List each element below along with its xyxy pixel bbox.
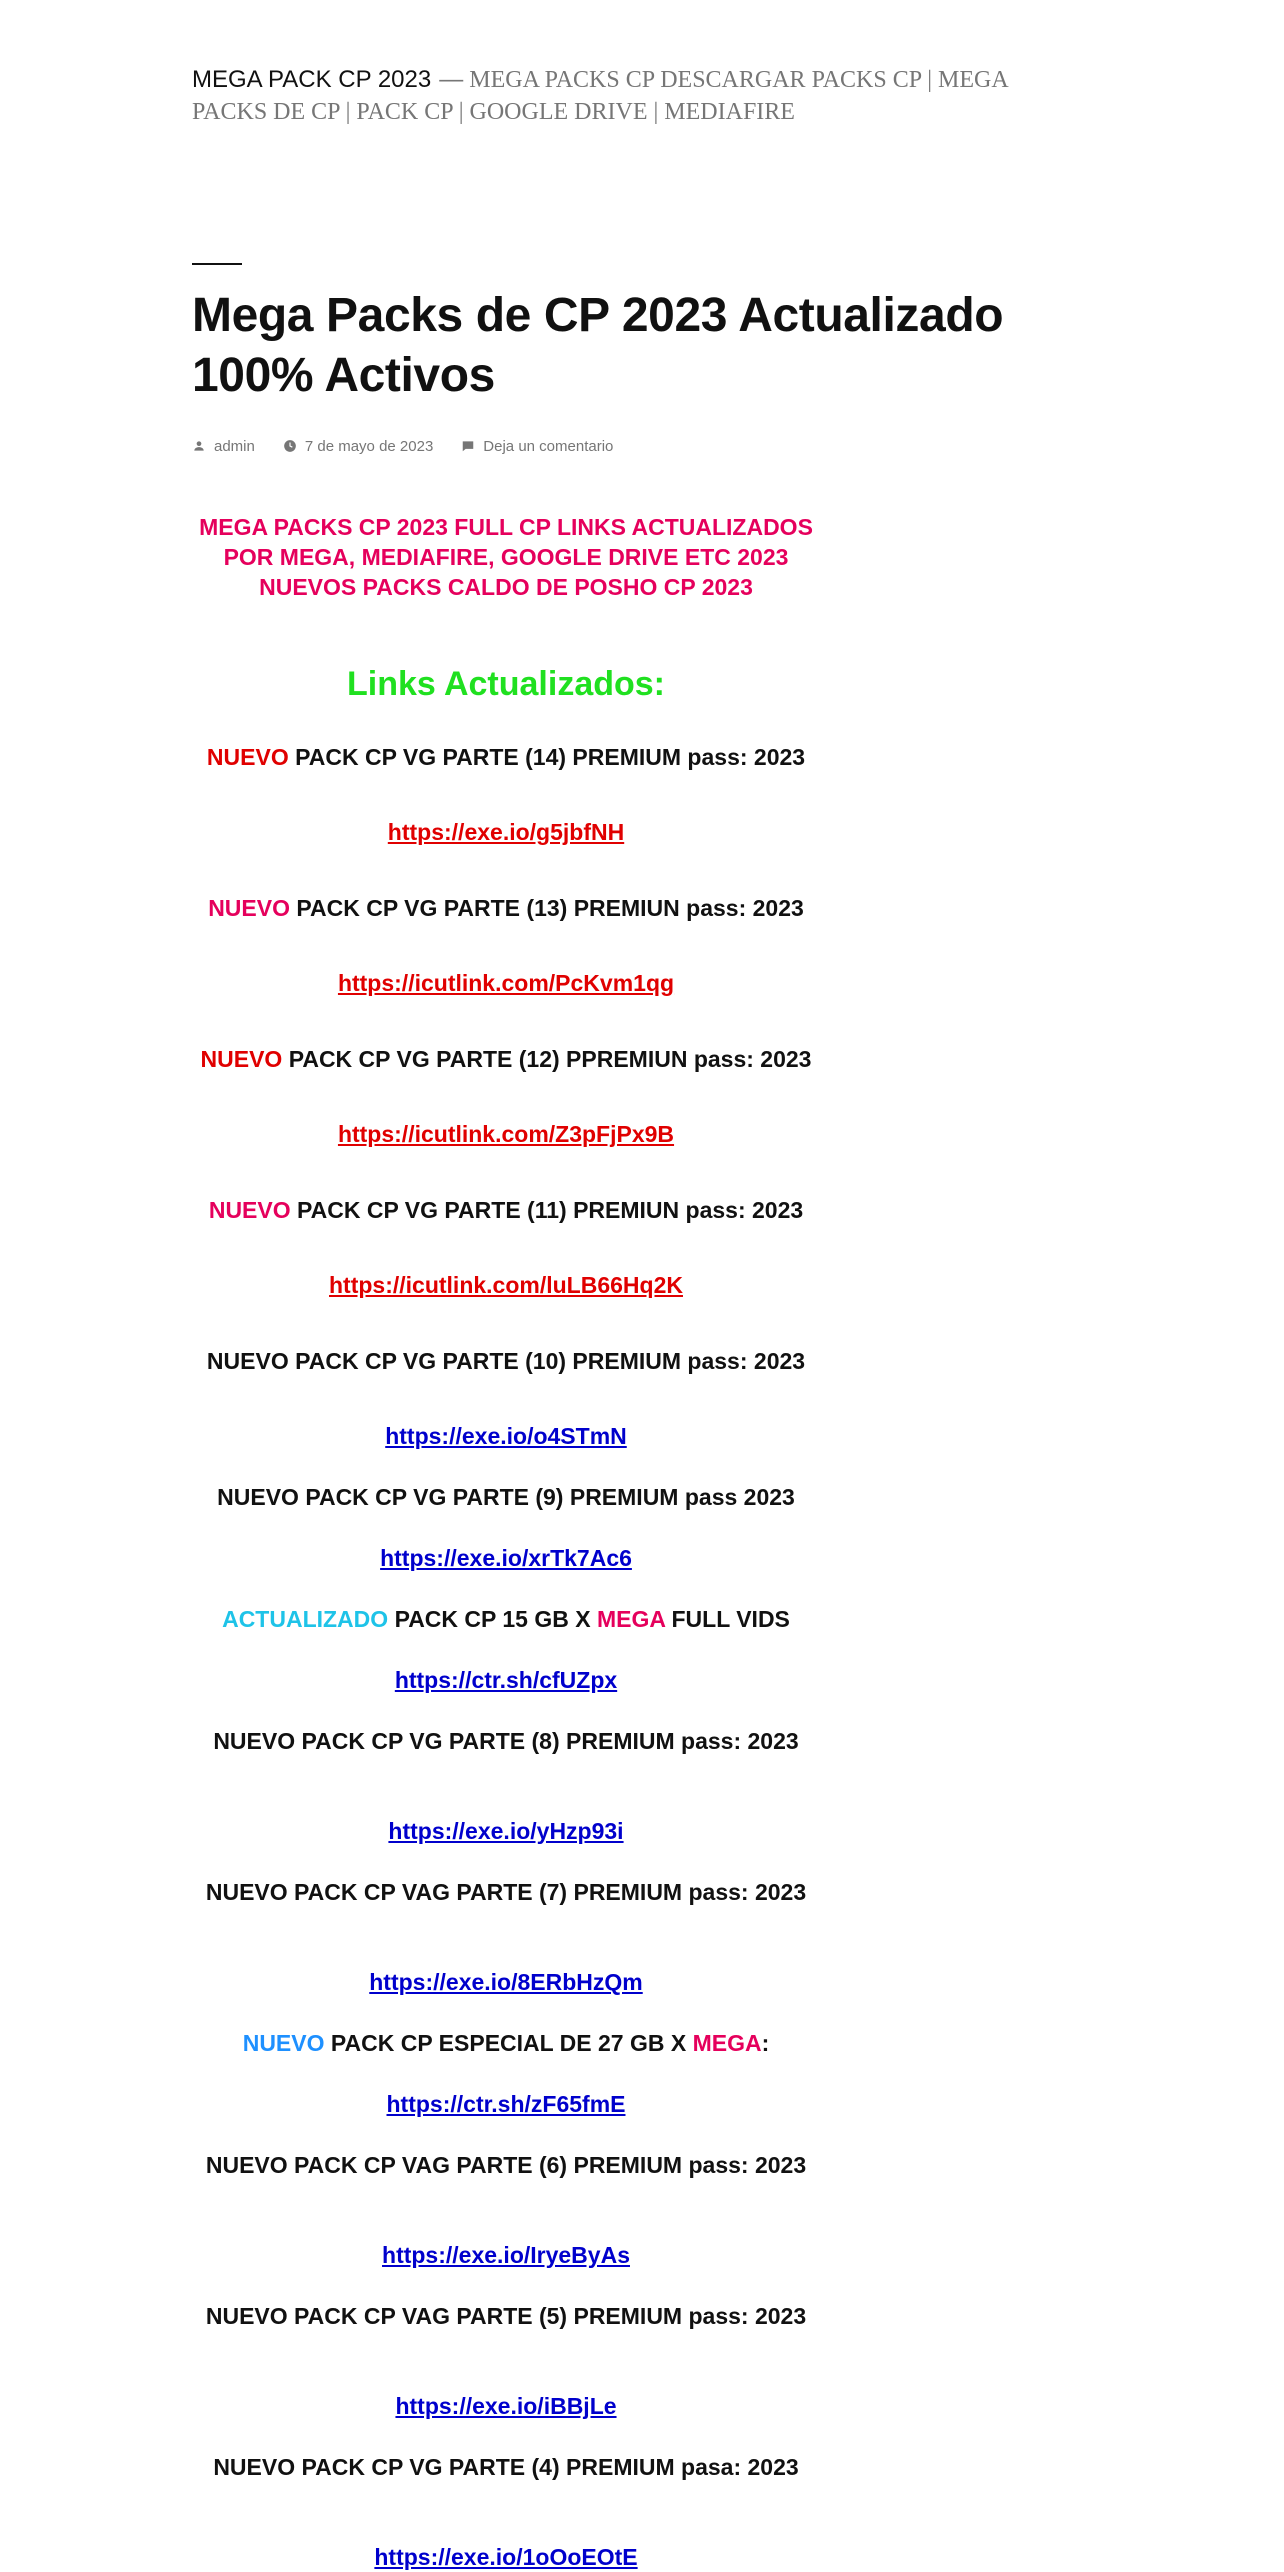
- intro-text: MEGA PACKS CP 2023 FULL CP LINKS ACTUALIZADOS POR MEGA, MEDIAFIRE, GOOGLE DRIVE ETC 2023 NUEVOS PACKS CALDO DE POSHO CP 2023: [199, 514, 813, 600]
- item-title-text: PACK CP 15 GB X: [394, 1606, 591, 1632]
- item-link-row: [192, 1543, 820, 1573]
- download-link[interactable]: https://icutlink.com/Z3pFjPx9B: [337, 1121, 675, 1147]
- title-separator: —: [439, 66, 464, 93]
- post-meta: [192, 433, 641, 459]
- item-title-text: :: [761, 2030, 770, 2056]
- tag-label: MEGA: [692, 2030, 762, 2056]
- site-description: MEGA PACKS CP DESCARGAR PACKS CP | MEGA PACKS DE CP | PACK CP | GOOGLE DRIVE | MEDIAFIRE: [192, 67, 1008, 125]
- download-link[interactable]: https://exe.io/8ERbHzQm: [369, 1969, 643, 1995]
- item-title: [192, 1044, 820, 1074]
- download-link[interactable]: https://exe.io/yHzp93i: [388, 1818, 624, 1844]
- item-title: [192, 2028, 820, 2058]
- comments-link[interactable]: Deja un comentario: [483, 437, 614, 455]
- item-title: [192, 1726, 820, 1756]
- person-icon: [192, 439, 206, 453]
- tag-label: NUEVO: [200, 1046, 283, 1072]
- item-link-row: [192, 2240, 820, 2270]
- download-link[interactable]: https://ctr.sh/cfUZpx: [394, 1667, 618, 1693]
- download-link[interactable]: https://exe.io/o4STmN: [385, 1423, 627, 1449]
- meta-date: [283, 438, 433, 455]
- item-title: [192, 1604, 820, 1634]
- item-title: [192, 1877, 820, 1907]
- entry-divider: [192, 263, 242, 265]
- meta-author: [192, 438, 255, 455]
- item-title-text: PACK CP VG PARTE (12) PPREMIUN pass: 2023: [288, 1046, 812, 1072]
- item-title: [192, 1482, 820, 1512]
- item-title: [192, 2150, 820, 2180]
- item-title-text: PACK CP VG PARTE (11) PREMIUN pass: 2023: [297, 1197, 804, 1223]
- download-link[interactable]: https://icutlink.com/luLB66Hq2K: [329, 1272, 683, 1298]
- item-title-text: NUEVO PACK CP VG PARTE (8) PREMIUM pass: 2023: [213, 1728, 799, 1754]
- download-link[interactable]: https://exe.io/1oOoEOtE: [374, 2544, 638, 2570]
- date-link[interactable]: 7 de mayo de 2023: [304, 437, 434, 455]
- tag-label: NUEVO: [208, 1197, 291, 1223]
- item-title-text: PACK CP VG PARTE (14) PREMIUM pass: 2023: [295, 744, 806, 770]
- download-link[interactable]: https://ctr.sh/zF65fmE: [386, 2091, 626, 2117]
- download-link[interactable]: https://exe.io/xrTk7Ac6: [380, 1545, 632, 1571]
- tag-label: NUEVO: [208, 895, 290, 921]
- item-title-text: NUEVO PACK CP VAG PARTE (6) PREMIUM pass: 2023: [205, 2152, 807, 2178]
- tag-label: ACTUALIZADO: [222, 1606, 389, 1632]
- tag-label: MEGA: [596, 1606, 666, 1632]
- item-title: [192, 893, 820, 923]
- tag-label: NUEVO: [206, 744, 289, 770]
- tag-label: NUEVO: [242, 2030, 325, 2056]
- item-title-text: PACK CP ESPECIAL DE 27 GB X: [330, 2030, 687, 2056]
- item-title-text: NUEVO PACK CP VG PARTE (9) PREMIUM pass 2023: [217, 1484, 795, 1510]
- item-title-text: PACK CP VG PARTE (13) PREMIUN pass: 2023: [296, 895, 804, 921]
- item-title-text: NUEVO PACK CP VG PARTE (4) PREMIUM pasa: 2023: [213, 2454, 799, 2480]
- item-title: [192, 2301, 820, 2331]
- download-link[interactable]: https://exe.io/IryeByAs: [382, 2242, 630, 2268]
- item-link-row: [192, 1816, 820, 1846]
- post-title: Mega Packs de CP 2023 Actualizado 100% Activos: [192, 289, 1004, 402]
- links-heading: Links Actualizados:: [346, 665, 666, 703]
- download-link[interactable]: https://exe.io/iBBjLe: [395, 2393, 617, 2419]
- item-title-text: FULL VIDS: [671, 1606, 790, 1632]
- item-title-text: NUEVO PACK CP VG PARTE (10) PREMIUM pass: 2023: [206, 1348, 806, 1374]
- item-link-row: [192, 1421, 820, 1451]
- item-link-row: [192, 968, 820, 998]
- site-header: [192, 64, 1072, 128]
- item-link-row: [192, 2391, 820, 2421]
- download-link[interactable]: https://icutlink.com/PcKvm1qg: [337, 970, 675, 996]
- comment-icon: [461, 439, 475, 453]
- item-title: [192, 742, 820, 772]
- site-title-link[interactable]: MEGA PACK CP 2023: [192, 66, 432, 93]
- item-title: [192, 1195, 820, 1225]
- item-title: [192, 1346, 820, 1376]
- item-title: [192, 2452, 820, 2482]
- item-link-row: [192, 1967, 820, 1997]
- item-link-row: [192, 2089, 820, 2119]
- download-link[interactable]: https://exe.io/g5jbfNH: [387, 819, 625, 845]
- item-link-row: [192, 1665, 820, 1695]
- item-link-row: [192, 1270, 820, 1300]
- item-link-row: [192, 817, 820, 847]
- item-title-text: NUEVO PACK CP VAG PARTE (7) PREMIUM pass: 2023: [205, 1879, 807, 1905]
- author-link[interactable]: admin: [214, 437, 255, 455]
- clock-icon: [283, 439, 297, 453]
- item-title-text: NUEVO PACK CP VAG PARTE (5) PREMIUM pass: 2023: [205, 2303, 807, 2329]
- meta-comments: [461, 438, 613, 455]
- item-link-row: [192, 1119, 820, 1149]
